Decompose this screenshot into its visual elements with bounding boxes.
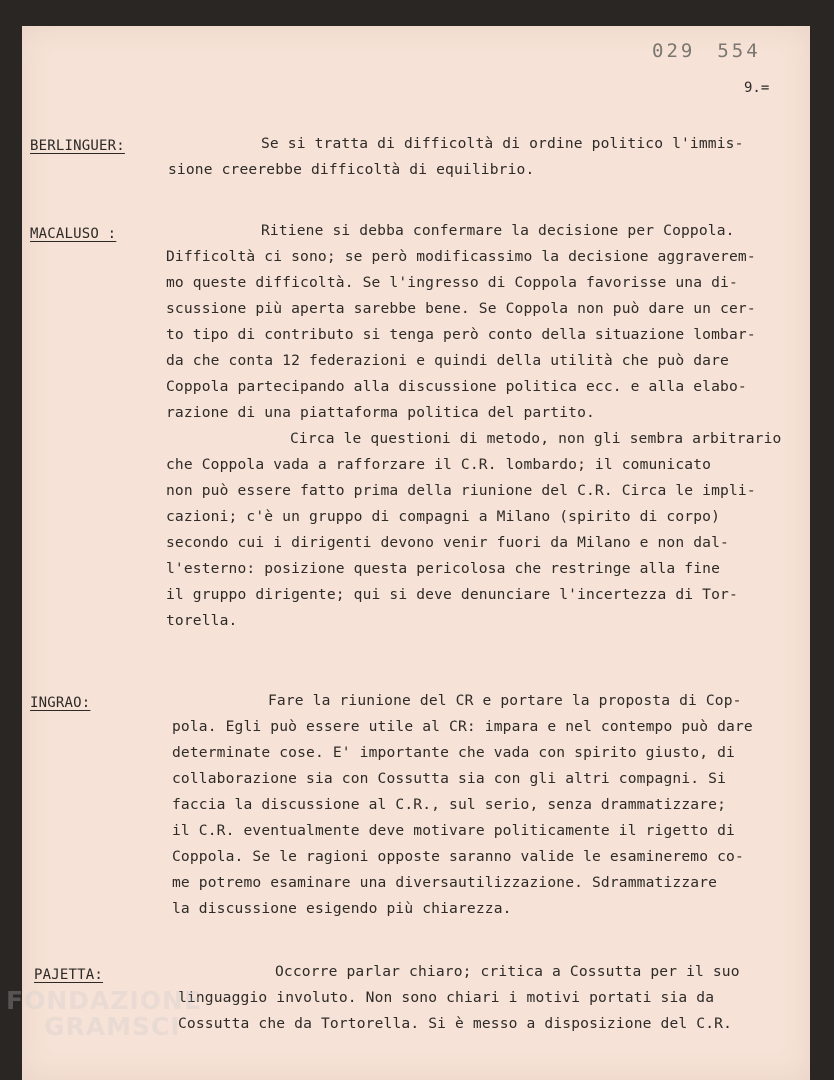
text-line: linguaggio involuto. Non sono chiari i motivi portati sia da [178,989,715,1006]
speaker-name: MACALUSO : [30,226,117,242]
text-line: la discussione esigendo più chiarezza. [172,900,512,917]
speech-paragraph [166,218,782,634]
text-line: Se si tratta di difficoltà di ordine politico l'immis- [261,135,744,152]
speech-paragraph [168,131,744,183]
text-line: me potremo esaminare una diversautilizzazione. Sdrammatizzare [172,874,718,891]
text-line: collaborazione sia con Cossutta sia con gli altri compagni. Si [172,770,727,787]
text-line: il C.R. eventualmente deve motivare politicamente il rigetto di [172,822,735,839]
text-line: Difficoltà ci sono; se però modificassimo la decisione aggraverem- [166,248,756,265]
text-line: Coppola partecipando alla discussione politica ecc. e alla elabo- [166,378,747,395]
text-line: secondo cui i dirigenti devono venir fuori da Milano e non dal- [166,534,729,551]
archive-number-part: 554 [717,40,761,62]
watermark-line: FONDAZIONE [6,986,203,1015]
speech-paragraph [172,688,753,922]
text-line: pola. Egli può essere utile al CR: impara e nel contempo può dare [172,718,753,735]
text-line: determinate cose. E' importante che vada con spirito giusto, di [172,744,735,761]
archive-number-part: 029 [652,40,696,62]
speech-paragraph [178,959,740,1037]
speaker-name: BERLINGUER: [30,138,125,154]
text-line: l'esterno: posizione questa pericolosa che restringe alla fine [166,560,721,577]
speaker-name: INGRAO: [30,695,91,711]
text-line: da che conta 12 federazioni e quindi della utilità che può dare [166,352,729,369]
archive-number [652,40,783,62]
text-line: che Coppola vada a rafforzare il C.R. lombardo; il comunicato [166,456,712,473]
text-line: il gruppo dirigente; qui si deve denunciare l'incertezza di Tor- [166,586,738,603]
text-line: mo queste difficoltà. Se l'ingresso di Coppola favorisse una di- [166,274,738,291]
page-number: 9.= [744,80,770,96]
text-line: Coppola. Se le ragioni opposte saranno valide le esamineremo co- [172,848,744,865]
text-line: faccia la discussione al C.R., sul serio, senza drammatizzare; [172,796,727,813]
text-line: cazioni; c'è un gruppo di compagni a Milano (spirito di corpo) [166,508,721,525]
text-line: scussione più aperta sarebbe bene. Se Coppola non può dare un cer- [166,300,756,317]
text-line: to tipo di contributo si tenga però conto della situazione lombar- [166,326,756,343]
text-line: Ritiene si debba confermare la decisione per Coppola. [261,222,735,239]
text-line: Circa le questioni di metodo, non gli sembra arbitrario [290,430,782,447]
text-line: Fare la riunione del CR e portare la proposta di Cop- [268,692,742,709]
watermark-line: GRAMSCI [44,1012,181,1041]
archive-watermark [6,988,202,1040]
text-line: Occorre parlar chiaro; critica a Cossutta per il suo [275,963,740,980]
text-line: Cossutta che da Tortorella. Si è messo a disposizione del C.R. [178,1015,733,1032]
text-line: torella. [166,612,238,629]
speaker-name: PAJETTA: [34,967,104,983]
text-line: sione creerebbe difficoltà di equilibrio. [168,161,535,178]
text-line: non può essere fatto prima della riunione del C.R. Circa le impli- [166,482,756,499]
text-line: razione di una piattaforma politica del partito. [166,404,595,421]
